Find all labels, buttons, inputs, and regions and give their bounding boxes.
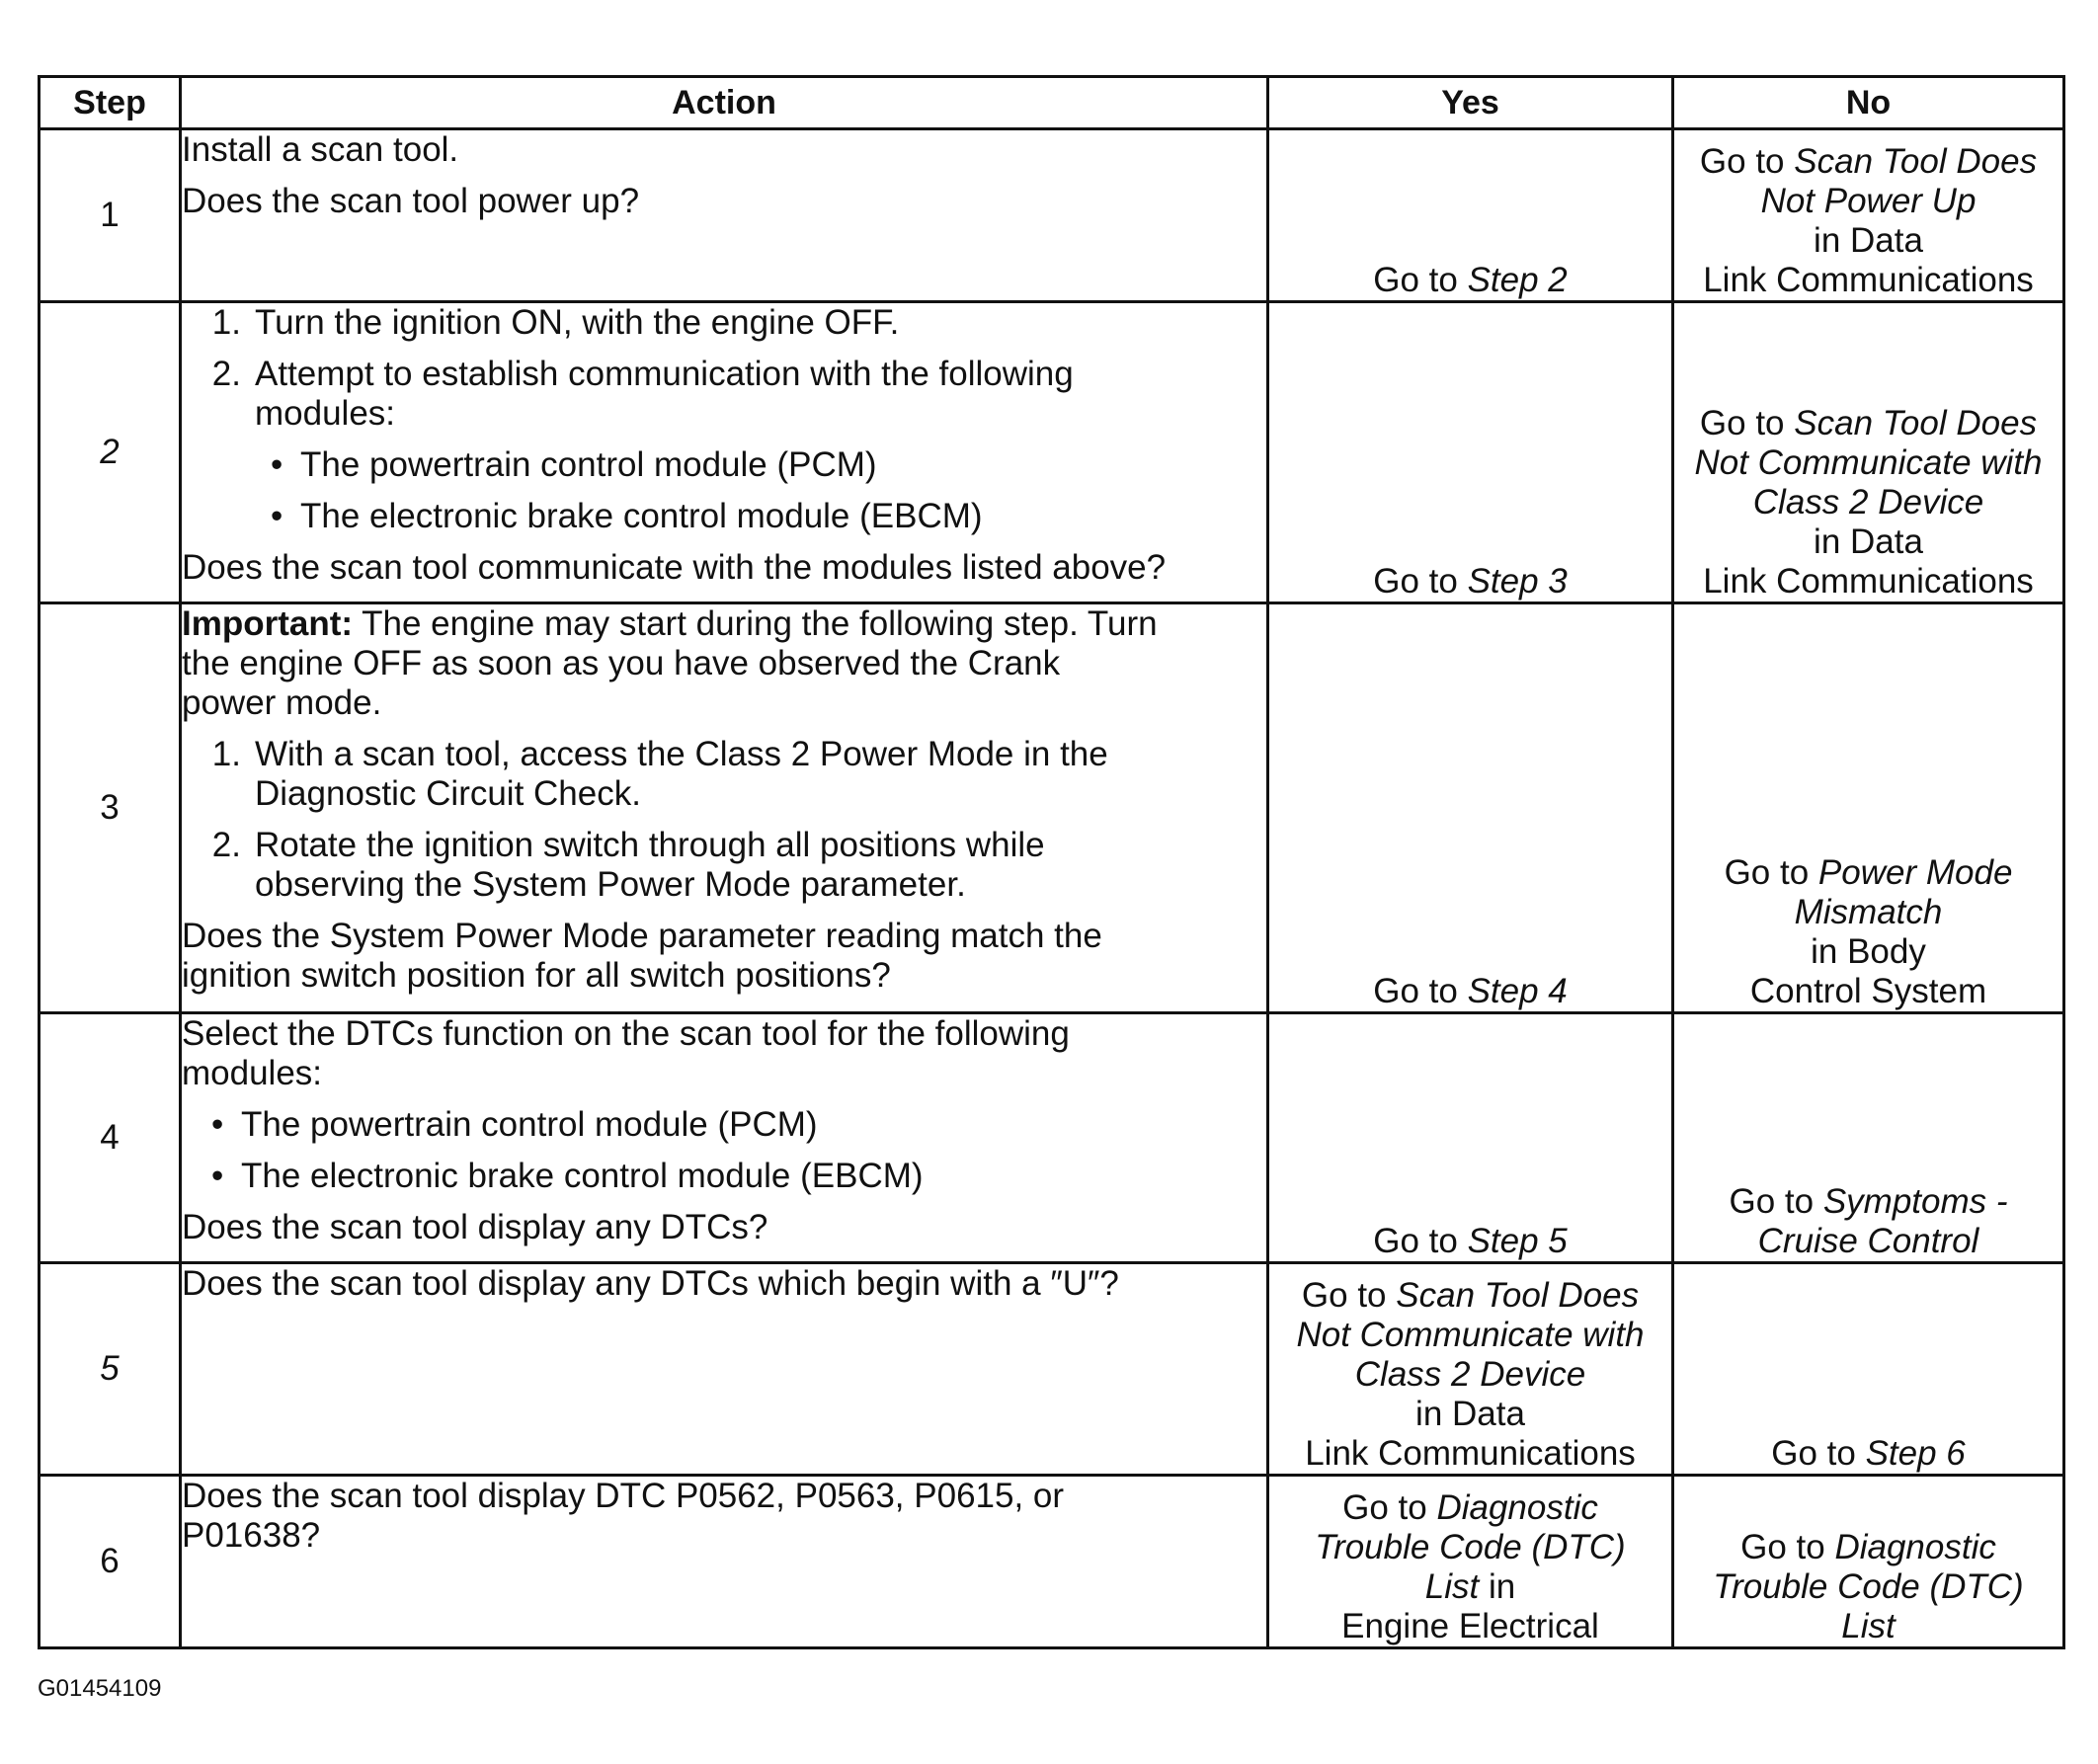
bullet-text: The powertrain control module (PCM)	[300, 445, 877, 484]
bullet-text: The electronic brake control module (EBCM)	[241, 1157, 924, 1195]
item-text: Attempt to establish communication with the following modules:	[255, 355, 1074, 433]
yes-cell	[1268, 1476, 1673, 1648]
important-note: Important: The engine may start during the following step. Turn the engine OFF as soon as you have observed the Crank power mode.	[182, 604, 1158, 722]
item-number: 1.	[211, 735, 241, 773]
yes-prefix: Go to	[1342, 1488, 1427, 1527]
no-suffix: in Body	[1811, 932, 1926, 971]
step-number: 6	[40, 1476, 181, 1648]
action-question: Does the scan tool display any DTCs?	[182, 1208, 768, 1246]
action-text: Install a scan tool.	[182, 130, 459, 169]
bullet-icon: •	[211, 1105, 224, 1144]
table-row	[40, 302, 2064, 603]
bullet-item	[182, 1157, 1266, 1196]
no-link-cont[interactable]: Cruise Control	[1757, 1222, 1979, 1260]
yes-suffix-2: Engine Electrical	[1341, 1607, 1599, 1645]
no-link[interactable]: Scan Tool Does	[1794, 142, 2038, 181]
yes-prefix: Go to	[1373, 972, 1458, 1010]
numbered-item	[182, 303, 1266, 343]
yes-link-cont[interactable]: List	[1424, 1567, 1480, 1606]
yes-link[interactable]: Step 4	[1467, 972, 1568, 1010]
action-cell	[181, 1013, 1268, 1263]
yes-cell	[1268, 603, 1673, 1013]
important-label: Important:	[182, 604, 354, 643]
yes-link[interactable]: Step 5	[1467, 1222, 1568, 1260]
yes-suffix-2: Link Communications	[1305, 1434, 1636, 1473]
no-link-cont[interactable]: Not Power Up	[1760, 182, 1977, 220]
no-prefix: Go to	[1771, 1434, 1856, 1473]
yes-suffix: in	[1479, 1567, 1516, 1606]
no-prefix: Go to	[1699, 142, 1785, 181]
action-cell	[181, 1476, 1268, 1648]
no-suffix-2: Link Communications	[1703, 562, 2034, 601]
step-number: 3	[40, 603, 181, 1013]
table-header-row	[40, 77, 2064, 129]
bullet-item	[182, 445, 1266, 485]
no-suffix-2: Control System	[1749, 972, 1987, 1010]
action-question: Does the scan tool communicate with the modules listed above?	[182, 548, 1167, 587]
bullet-icon: •	[211, 1157, 224, 1195]
header-action: Action	[181, 77, 1268, 129]
no-link-cont[interactable]: Mismatch	[1794, 893, 1943, 931]
no-prefix: Go to	[1699, 404, 1785, 442]
yes-cell	[1268, 1263, 1673, 1476]
yes-cell	[1268, 129, 1673, 302]
item-text: Turn the ignition ON, with the engine OFF.	[255, 303, 900, 342]
action-cell	[181, 129, 1268, 302]
yes-prefix: Go to	[1373, 261, 1458, 299]
figure-id: G01454109	[38, 1675, 162, 1702]
yes-link[interactable]: Step 2	[1467, 261, 1568, 299]
no-link-cont[interactable]: Class 2 Device	[1752, 483, 1984, 521]
header-no: No	[1673, 77, 2064, 129]
action-cell	[181, 1263, 1268, 1476]
yes-prefix: Go to	[1373, 1222, 1458, 1260]
step-number: 4	[40, 1013, 181, 1263]
item-number: 2.	[211, 826, 241, 864]
no-prefix: Go to	[1729, 1182, 1815, 1221]
header-step: Step	[40, 77, 181, 129]
bullet-text: The powertrain control module (PCM)	[241, 1105, 818, 1144]
yes-link[interactable]: Step 3	[1467, 562, 1568, 601]
numbered-item	[182, 735, 1266, 814]
diagnostic-table-container	[38, 75, 2062, 1649]
no-prefix: Go to	[1724, 853, 1810, 892]
no-link-cont[interactable]: Trouble Code (DTC)	[1713, 1567, 2024, 1606]
no-link[interactable]: Scan Tool Does	[1794, 404, 2038, 442]
step-number: 2	[40, 302, 181, 603]
action-question: Does the scan tool display DTC P0562, P0563, P0615, or P01638?	[182, 1477, 1065, 1555]
action-question: Does the scan tool power up?	[182, 182, 640, 220]
yes-link-cont[interactable]: Not Communicate with	[1296, 1316, 1645, 1354]
yes-link-cont[interactable]: Trouble Code (DTC)	[1315, 1528, 1626, 1566]
action-cell	[181, 603, 1268, 1013]
no-cell	[1673, 1013, 2064, 1263]
bullet-item	[182, 1105, 1266, 1145]
step-number: 1	[40, 129, 181, 302]
yes-prefix: Go to	[1373, 562, 1458, 601]
no-link-cont[interactable]: List	[1841, 1607, 1896, 1645]
no-cell	[1673, 1263, 2064, 1476]
item-text: With a scan tool, access the Class 2 Power Mode in the Diagnostic Circuit Check.	[255, 735, 1108, 813]
yes-prefix: Go to	[1301, 1276, 1387, 1315]
bullet-text: The electronic brake control module (EBCM)	[300, 497, 983, 535]
yes-link[interactable]: Scan Tool Does	[1396, 1276, 1640, 1315]
no-link[interactable]: Diagnostic	[1834, 1528, 1996, 1566]
yes-suffix: in Data	[1415, 1395, 1525, 1433]
yes-cell	[1268, 302, 1673, 603]
item-number: 1.	[211, 303, 241, 342]
header-yes: Yes	[1268, 77, 1673, 129]
no-link[interactable]: Symptoms -	[1822, 1182, 2008, 1221]
no-prefix: Go to	[1740, 1528, 1825, 1566]
no-link[interactable]: Step 6	[1865, 1434, 1966, 1473]
table-row	[40, 1263, 2064, 1476]
table-row	[40, 603, 2064, 1013]
table-row	[40, 129, 2064, 302]
bullet-icon: •	[271, 445, 283, 484]
diagnostic-table	[38, 75, 2065, 1649]
no-cell	[1673, 302, 2064, 603]
yes-link-cont[interactable]: Class 2 Device	[1354, 1355, 1586, 1394]
no-suffix-2: Link Communications	[1703, 261, 2034, 299]
bullet-icon: •	[271, 497, 283, 535]
no-cell	[1673, 1476, 2064, 1648]
no-suffix: in Data	[1814, 221, 1923, 260]
no-link-cont[interactable]: Not Communicate with	[1694, 443, 2043, 482]
action-question: Does the System Power Mode parameter reading match the ignition switch position for all switch positions?	[182, 917, 1102, 995]
table-row	[40, 1013, 2064, 1263]
item-text: Rotate the ignition switch through all positions while observing the System Power Mode parameter.	[255, 826, 1045, 904]
numbered-item	[182, 826, 1266, 905]
table-row	[40, 1476, 2064, 1648]
no-suffix: in Data	[1814, 522, 1923, 561]
action-text: Select the DTCs function on the scan tool for the following modules:	[182, 1014, 1070, 1092]
no-link[interactable]: Power Mode	[1817, 853, 2013, 892]
yes-cell	[1268, 1013, 1673, 1263]
no-cell	[1673, 603, 2064, 1013]
yes-link[interactable]: Diagnostic	[1436, 1488, 1598, 1527]
item-number: 2.	[211, 355, 241, 393]
numbered-item	[182, 355, 1266, 434]
action-cell	[181, 302, 1268, 603]
action-question: Does the scan tool display any DTCs which begin with a ″U″?	[182, 1264, 1119, 1303]
no-cell	[1673, 129, 2064, 302]
bullet-item	[182, 497, 1266, 536]
step-number: 5	[40, 1263, 181, 1476]
